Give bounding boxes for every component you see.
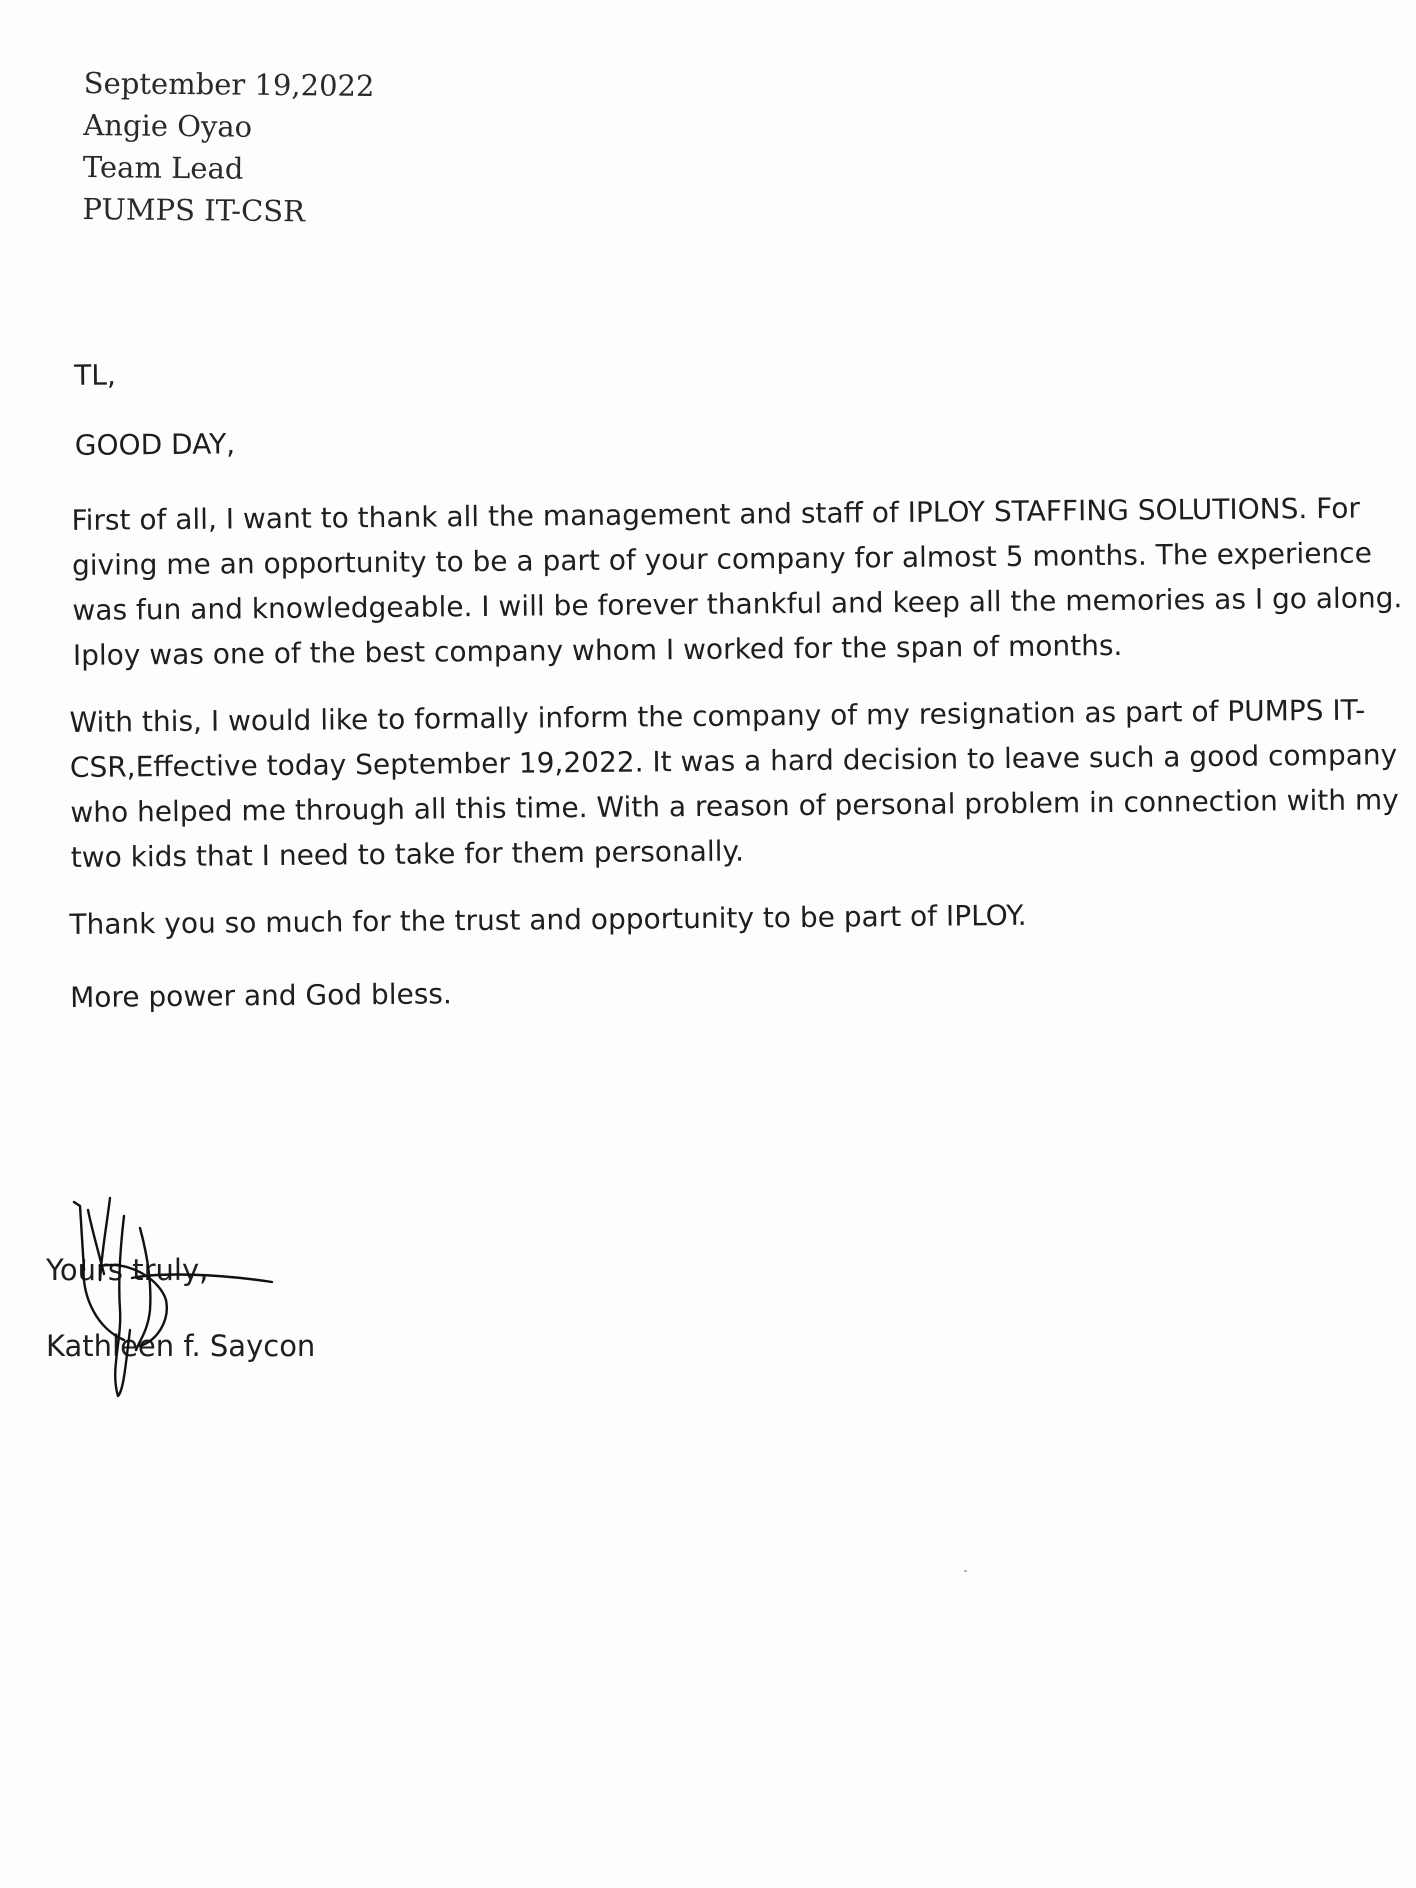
valediction: Yours truly, [46, 1253, 209, 1287]
closing-block [46, 1252, 315, 1364]
letter-date: September 19,2022 [83, 65, 375, 104]
recipient-department: PUMPS IT-CSR [82, 191, 306, 229]
paragraph-thanks: First of all, I want to thank all the management and staff of IPLOY STAFFING SOLUTIONS. For giving me an opportunity to be a part of your company for almost 5 months. The experience was fun and knowledgeable. I will be forever thankful and keep all the memories as I go along. Iploy was one of the best company whom I worked for the span of months. [71, 491, 1403, 672]
recipient-title: Team Lead [82, 149, 244, 186]
paragraph-blessing: More power and God bless. [69, 977, 452, 1014]
paragraph-resignation: With this, I would like to formally inform the company of my resignation as part of PUMPS IT-CSR,Effective today September 19,2022. It was a hard decision to leave such a good company who helped me through all this time. With a reason of personal problem in connection with my two kids that I need to take for them personally. [69, 693, 1399, 874]
greeting: GOOD DAY, [74, 427, 236, 462]
letter-header [82, 62, 374, 233]
letter-body [64, 345, 1411, 1048]
scan-speck [964, 1570, 967, 1572]
signer-name: Kathleen f. Saycon [46, 1329, 316, 1363]
salutation: TL, [74, 358, 116, 392]
paragraph-gratitude: Thank you so much for the trust and opportunity to be part of IPLOY. [69, 898, 1027, 941]
recipient-name: Angie Oyao [83, 107, 253, 144]
